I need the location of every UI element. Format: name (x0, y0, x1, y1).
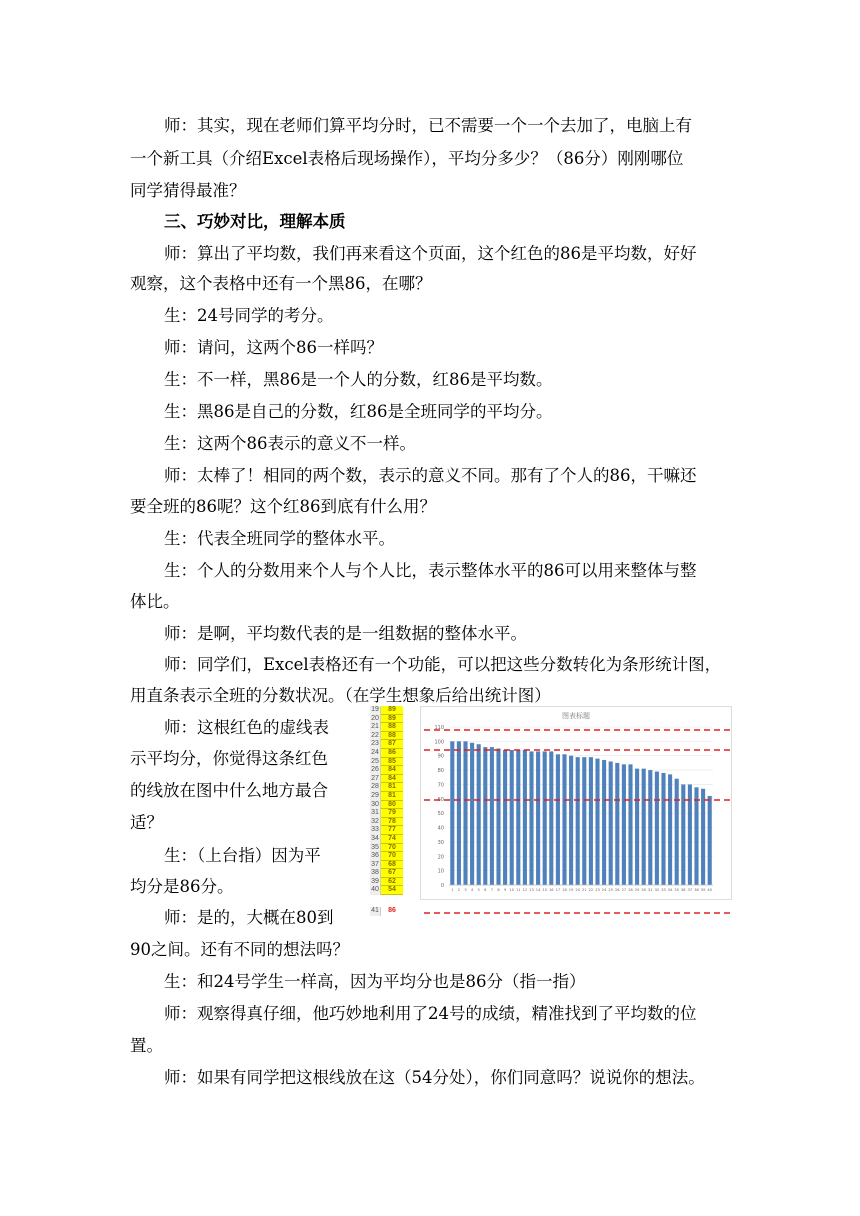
excel-row-number: 37 (370, 861, 381, 870)
x-tick-label: 23 (595, 888, 600, 892)
x-tick-label: 34 (667, 888, 673, 892)
excel-row (370, 715, 414, 724)
bar (655, 772, 659, 885)
excel-row-number: 29 (370, 792, 381, 801)
x-tick-label: 26 (615, 888, 620, 892)
excel-score-cell: 88 (381, 723, 403, 732)
x-tick-label: 14 (535, 888, 541, 892)
x-tick-label: 8 (497, 888, 500, 892)
x-tick-label: 4 (470, 888, 474, 892)
bar (470, 743, 474, 885)
bar-chart (420, 706, 732, 900)
x-tick-label: 6 (484, 888, 487, 892)
excel-score-cell: 77 (381, 826, 403, 835)
excel-row (370, 886, 414, 895)
bar (675, 779, 679, 885)
paragraph-line: 置。 (130, 1036, 163, 1055)
bar (681, 784, 685, 885)
paragraph-line: 师：同学们，Excel表格还有一个功能，可以把这些分数转化为条形统计图， (164, 655, 722, 674)
excel-row-number: 39 (370, 878, 381, 887)
bar (661, 773, 665, 885)
x-tick-label: 25 (608, 888, 613, 892)
paragraph-line: 师：请问，这两个86一样吗？ (164, 338, 383, 357)
bar (628, 764, 632, 885)
excel-score-cell: 86 (381, 749, 403, 758)
x-tick-label: 35 (674, 888, 679, 892)
y-tick-label: 40 (437, 825, 444, 832)
bar (523, 750, 527, 885)
x-tick-label: 13 (529, 888, 534, 892)
y-tick-label: 60 (437, 796, 444, 803)
bar (615, 763, 619, 885)
excel-row (370, 878, 414, 887)
excel-row (370, 844, 414, 853)
excel-row (370, 826, 414, 835)
bar (622, 764, 626, 885)
side-paragraph-line: 师：是的，大概在80到 (164, 908, 334, 927)
paragraph-line: 用直条表示全班的分数状况。（在学生想象后给出统计图） (130, 686, 551, 705)
excel-score-cell: 80 (381, 801, 403, 810)
x-tick-label: 11 (516, 888, 521, 892)
x-tick-label: 15 (542, 888, 547, 892)
excel-row (370, 706, 414, 715)
excel-row (370, 809, 414, 818)
x-tick-label: 5 (477, 888, 480, 892)
bar (642, 769, 646, 885)
x-tick-label: 28 (628, 888, 633, 892)
excel-row-number: 33 (370, 826, 381, 835)
excel-row-number: 21 (370, 723, 381, 732)
excel-score-cell: 70 (381, 852, 403, 861)
excel-row-number: 38 (370, 869, 381, 878)
bar-chart-svg (421, 707, 731, 899)
x-tick-label: 17 (555, 888, 561, 892)
excel-row-number: 22 (370, 732, 381, 741)
excel-score-cell: 74 (381, 835, 403, 844)
bar (516, 750, 520, 885)
paragraph-line: 观察，这个表格中还有一个黑86，在哪？ (130, 274, 432, 293)
paragraph-line: 师：太棒了！相同的两个数，表示的意义不同。那有了个人的86，干嘛还 (164, 466, 697, 485)
excel-row-number: 27 (370, 775, 381, 784)
x-tick-label: 12 (522, 888, 528, 892)
excel-row-number: 34 (370, 835, 381, 844)
x-tick-label: 37 (687, 888, 693, 892)
side-paragraph-line: 示平均分，你觉得这条红色 (130, 749, 328, 768)
side-paragraph-line: 的线放在图中什么地方最合 (130, 781, 328, 800)
excel-score-cell: 70 (381, 844, 403, 853)
excel-score-cell: 78 (381, 818, 403, 827)
excel-row-number: 23 (370, 740, 381, 749)
x-tick-label: 20 (575, 888, 580, 892)
paragraph-line: 生：和24号学生一样高，因为平均分也是86分（指一指） (164, 972, 586, 991)
x-tick-label: 18 (562, 888, 567, 892)
side-paragraph-line: 均分是86分。 (130, 877, 234, 896)
paragraph-line: 同学猜得最准？ (130, 181, 246, 200)
x-tick-label: 16 (549, 888, 554, 892)
bar (490, 747, 494, 885)
bar (582, 757, 586, 885)
paragraph-line: 生：黑86是自己的分数，红86是全班同学的平均分。 (164, 402, 553, 421)
excel-row-number: 36 (370, 852, 381, 861)
x-tick-label: 38 (694, 888, 699, 892)
bar (503, 750, 507, 885)
x-tick-label: 39 (700, 888, 706, 892)
y-tick-label: 50 (437, 811, 444, 818)
bar (510, 750, 514, 885)
excel-row (370, 861, 414, 870)
excel-score-cell: 62 (381, 878, 403, 887)
bar (589, 757, 593, 885)
excel-row (370, 835, 414, 844)
section-heading: 三、巧妙对比，理解本质 (164, 212, 346, 231)
excel-score-cell: 81 (381, 783, 403, 792)
x-tick-label: 19 (568, 888, 574, 892)
x-tick-label: 36 (681, 888, 686, 892)
excel-score-cell: 85 (381, 758, 403, 767)
excel-score-cell: 87 (381, 740, 403, 749)
excel-row-number: 20 (370, 715, 381, 724)
paragraph-line: 师：是啊，平均数代表的是一组数据的整体水平。 (164, 624, 527, 643)
excel-row-number: 19 (370, 706, 381, 715)
paragraph-line: 师：如果有同学把这根线放在这（54分处），你们同意吗？说说你的想法。 (164, 1068, 705, 1087)
bar (562, 754, 566, 885)
paragraph-line: 师：算出了平均数，我们再来看这个页面，这个红色的86是平均数，好好 (164, 244, 697, 263)
excel-score-cell: 84 (381, 775, 403, 784)
y-tick-label: 30 (437, 839, 444, 846)
excel-row (370, 792, 414, 801)
y-tick-label: 20 (437, 854, 444, 861)
bar (457, 741, 461, 885)
paragraph-line: 生：24号同学的考分。 (164, 306, 334, 325)
bar (688, 784, 692, 885)
excel-row-number: 28 (370, 783, 381, 792)
x-tick-label: 32 (654, 888, 660, 892)
bar (602, 760, 606, 885)
bar (694, 787, 698, 885)
excel-row (370, 740, 414, 749)
side-paragraph-line: 师：这根红色的虚线表 (164, 718, 329, 737)
paragraph-line: 生：这两个86表示的意义不一样。 (164, 434, 416, 453)
x-tick-label: 22 (588, 888, 594, 892)
x-tick-label: 24 (601, 888, 607, 892)
excel-score-table (370, 706, 414, 916)
bar (549, 751, 553, 885)
excel-row (370, 852, 414, 861)
excel-score-cell: 89 (381, 715, 403, 724)
excel-row (370, 732, 414, 741)
y-tick-label: 80 (437, 768, 444, 775)
bar (496, 749, 500, 885)
excel-row (370, 818, 414, 827)
bar (668, 774, 672, 885)
bar (576, 757, 580, 885)
x-tick-label: 29 (634, 888, 640, 892)
excel-row (370, 783, 414, 792)
bar (477, 744, 481, 885)
paragraph-line: 一个新工具（介绍Excel表格后现场操作），平均分多少？（86分）刚刚哪位 (130, 149, 684, 168)
excel-row-number: 31 (370, 809, 381, 818)
excel-score-cell: 68 (381, 861, 403, 870)
x-tick-label: 33 (661, 888, 666, 892)
paragraph-line: 师：观察得真仔细，他巧妙地利用了24号的成绩，精准找到了平均数的位 (164, 1004, 697, 1023)
paragraph-line: 生：个人的分数用来个人与个人比，表示整体水平的86可以用来整体与整 (164, 561, 697, 580)
excel-row-number: 25 (370, 758, 381, 767)
excel-row (370, 775, 414, 784)
bar (635, 769, 639, 885)
bar (595, 759, 599, 885)
bar (556, 754, 560, 885)
x-tick-label: 30 (641, 888, 646, 892)
bar (701, 789, 705, 885)
chart-title: 图表标题 (562, 712, 590, 720)
excel-score-cell: 89 (381, 706, 403, 715)
excel-score-cell: 84 (381, 766, 403, 775)
y-tick-label: 100 (434, 739, 444, 746)
excel-average-value: 86 (381, 907, 403, 916)
side-paragraph-line: 90之间。还有不同的想法吗？ (130, 940, 349, 959)
paragraph-line: 生：代表全班同学的整体水平。 (164, 529, 395, 548)
excel-row (370, 723, 414, 732)
bar (450, 741, 454, 885)
bar (483, 747, 487, 885)
paragraph-line: 师：其实，现在老师们算平均分时，已不需要一个一个去加了，电脑上有 (164, 116, 692, 135)
y-tick-label: 110 (434, 725, 444, 731)
excel-average-row (370, 907, 414, 916)
bar (708, 796, 712, 885)
x-tick-label: 2 (457, 888, 461, 892)
excel-row-number: 40 (370, 886, 381, 895)
bar (536, 751, 540, 885)
y-tick-label: 70 (437, 782, 444, 789)
x-tick-label: 31 (648, 888, 653, 892)
bar (569, 756, 573, 885)
excel-score-cell: 81 (381, 792, 403, 801)
excel-score-cell: 79 (381, 809, 403, 818)
paragraph-line: 生：不一样，黑86是一个人的分数，红86是平均数。 (164, 370, 553, 389)
x-tick-label: 9 (503, 888, 507, 892)
excel-score-cell: 88 (381, 732, 403, 741)
y-tick-label: 0 (440, 883, 444, 889)
excel-score-cell: 67 (381, 869, 403, 878)
excel-row-number: 24 (370, 749, 381, 758)
x-tick-label: 1 (451, 888, 454, 892)
x-tick-label: 3 (464, 888, 467, 892)
excel-row-number: 26 (370, 766, 381, 775)
x-tick-label: 27 (621, 888, 627, 892)
excel-score-cell: 54 (381, 886, 403, 895)
bar (543, 751, 547, 885)
bar (648, 770, 652, 885)
y-tick-label: 90 (437, 753, 444, 760)
paragraph-line: 体比。 (130, 592, 180, 611)
x-tick-label: 21 (582, 888, 587, 892)
side-paragraph-line: 生：（上台指）因为平 (164, 846, 321, 865)
x-tick-label: 40 (707, 888, 712, 892)
bar (529, 751, 533, 885)
excel-row-number: 35 (370, 844, 381, 853)
x-tick-label: 10 (509, 888, 514, 892)
excel-row (370, 766, 414, 775)
excel-row-number: 32 (370, 818, 381, 827)
side-paragraph-line: 适？ (130, 813, 163, 832)
excel-row (370, 758, 414, 767)
excel-row (370, 869, 414, 878)
excel-row (370, 801, 414, 810)
bar (463, 741, 467, 885)
x-tick-label: 7 (490, 888, 494, 892)
excel-row (370, 749, 414, 758)
paragraph-line: 要全班的86呢？这个红86到底有什么用？ (130, 497, 436, 516)
excel-row-number: 41 (370, 907, 381, 916)
y-tick-label: 10 (437, 868, 444, 875)
excel-row-number: 30 (370, 801, 381, 810)
bar (609, 761, 613, 885)
